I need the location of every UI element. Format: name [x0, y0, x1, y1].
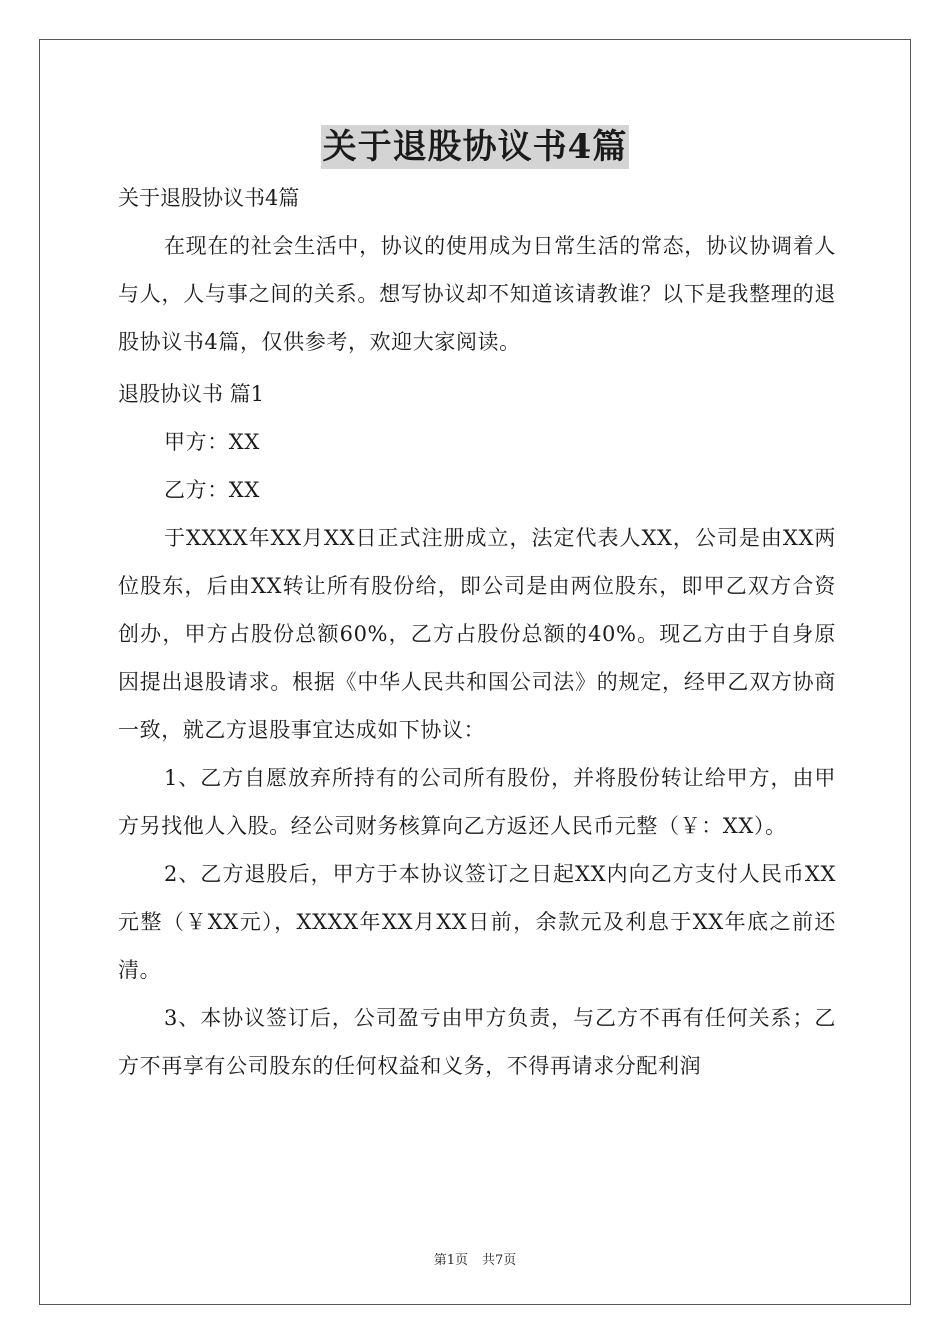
clause-2: 2、乙方退股后，甲方于本协议签订之日起XX内向乙方支付人民币XX元整（￥XX元），XXXX年XX月XX日前，余款元及利息于XX年底之前还清。 [118, 862, 836, 982]
document-title-text: 关于退股协议书4篇 [322, 127, 628, 167]
clause-3: 3、本协议签订后，公司盈亏由甲方负责，与乙方不再有任何关系；乙方不再享有公司股东的任何权益和义务，不得再请求分配利润 [118, 1006, 836, 1078]
clause-1: 1、乙方自愿放弃所持有的公司所有股份，并将股份转让给甲方，由甲方另找他人入股。经公司财务核算向乙方返还人民币元整（￥：XX）。 [118, 766, 836, 838]
document-title [0, 125, 950, 173]
party-a-line: 甲方：XX [164, 430, 260, 454]
party-b-line: 乙方：XX [164, 478, 260, 502]
document-body [118, 180, 836, 1090]
section-heading: 退股协议书 篇1 [118, 382, 265, 406]
page-number-current: 第1页 [433, 1253, 468, 1268]
document-subtitle: 关于退股协议书4篇 [118, 186, 300, 210]
intro-paragraph: 在现在的社会生活中，协议的使用成为日常生活的常态，协议协调着人与人，人与事之间的关系。想写协议却不知道该请教谁？以下是我整理的退股协议书4篇，仅供参考，欢迎大家阅读。 [118, 234, 836, 354]
page-number-total: 共7页 [482, 1253, 517, 1268]
page-footer [0, 1249, 950, 1268]
agreement-paragraph: 于XXXX年XX月XX日正式注册成立，法定代表人XX，公司是由XX两位股东，后由XX转让所有股份给，即公司是由两位股东，即甲乙双方合资创办，甲方占股份总额60%，乙方占股份总额的40%。现乙方由于自身原因提出退股请求。根据《中华人民共和国公司法》的规定，经甲乙双方协商一致，就乙方退股事宜达成如下协议： [118, 526, 836, 742]
